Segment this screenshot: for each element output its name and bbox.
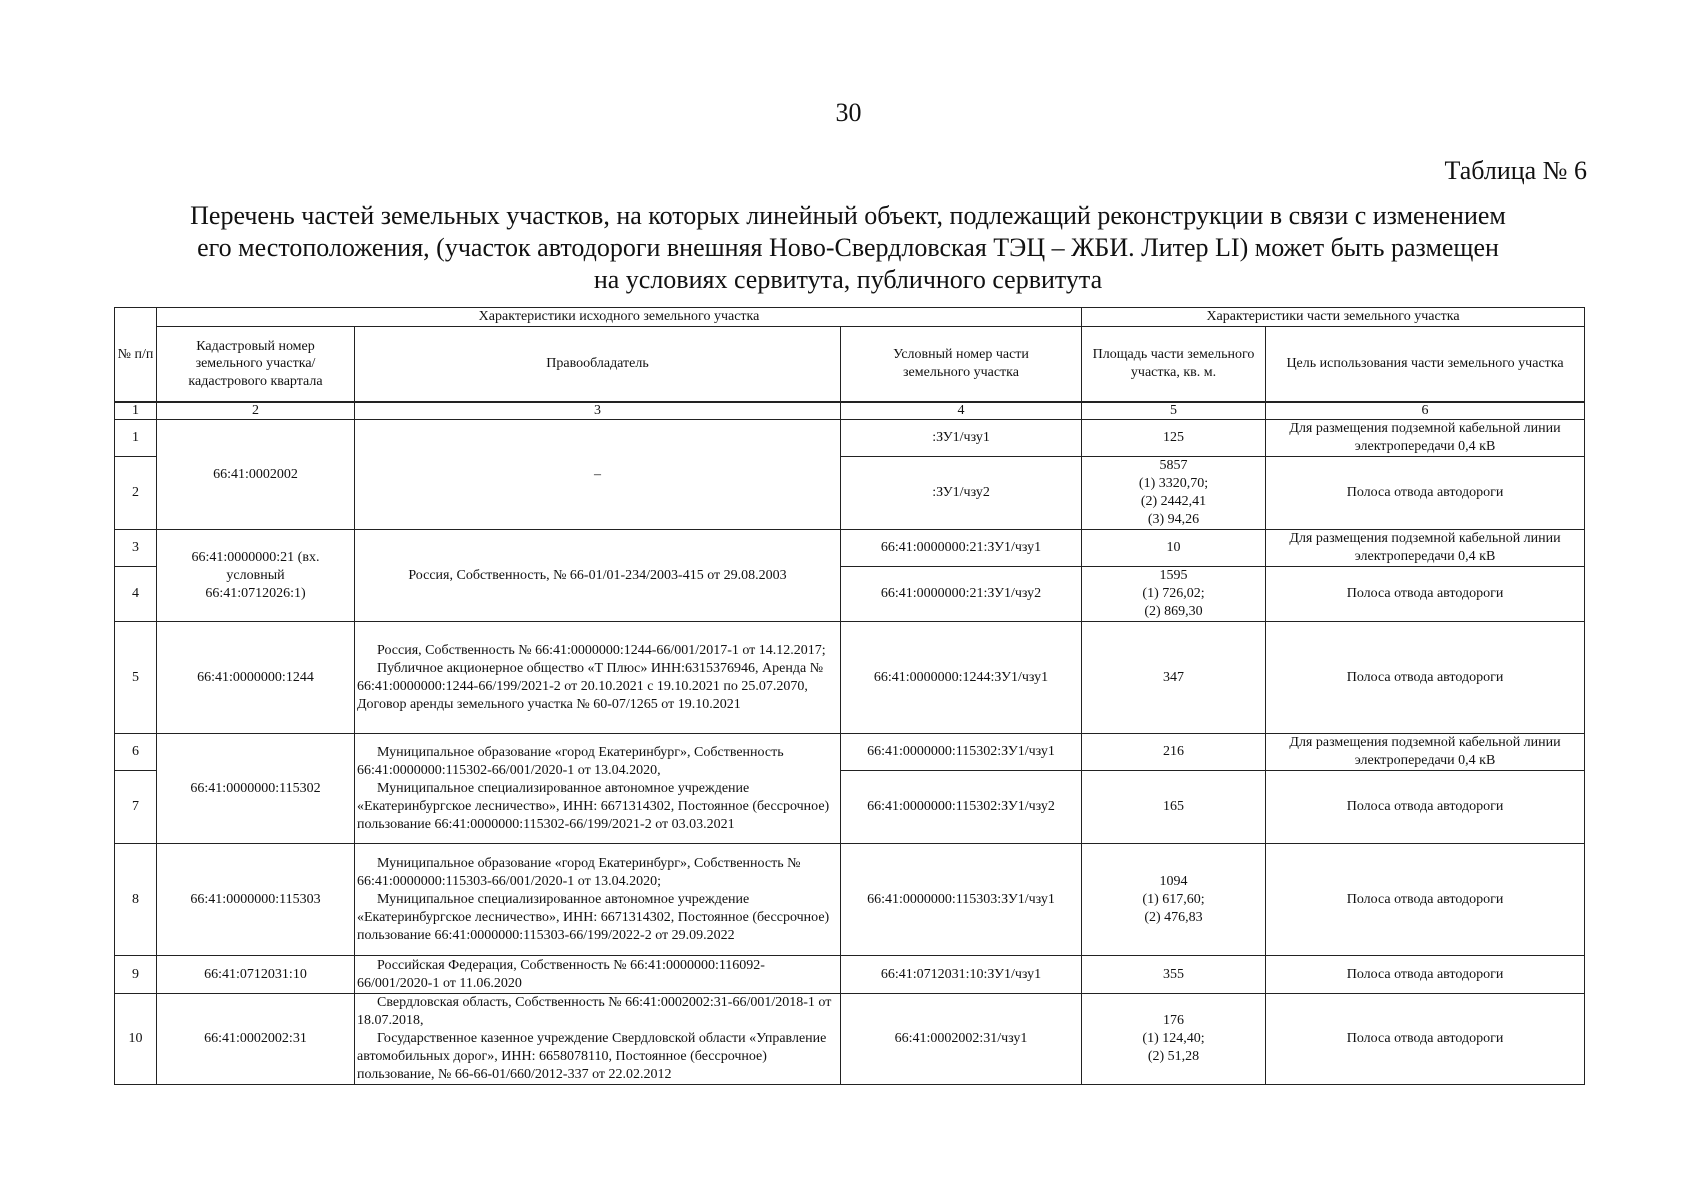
row-number: 4 <box>115 567 157 622</box>
area-line: (1) 3320,70; <box>1138 476 1209 491</box>
area-line: 1595 <box>1159 568 1188 583</box>
area-line: (2) 2442,41 <box>1140 494 1207 509</box>
table-row <box>115 530 1585 567</box>
part-number: 66:41:0000000:115303:ЗУ1/чзу1 <box>841 844 1082 956</box>
cadastral-number: 66:41:0002002 <box>157 420 355 530</box>
purpose: Полоса отвода автодороги <box>1266 994 1585 1085</box>
title-line: на условиях сервитута, публичного сервитута <box>593 265 1103 294</box>
table-row <box>115 734 1585 771</box>
part-number: 66:41:0712031:10:ЗУ1/чзу1 <box>841 956 1082 994</box>
table-row <box>115 994 1585 1085</box>
owner-paragraph: Муниципальное образование «город Екатеринбург», Собственность 66:41:0000000:115302-66/001/2020-1 от 13.04.2020, <box>357 744 784 778</box>
area-line: 1094 <box>1159 873 1188 889</box>
owner-paragraph: – <box>594 466 601 482</box>
area-line: (1) 124,40; <box>1142 1031 1205 1046</box>
area-line: 10 <box>1166 540 1181 555</box>
cadastral-number: 66:41:0000000:1244 <box>157 622 355 734</box>
header-owner: Правообладатель <box>355 326 841 402</box>
row-number: 10 <box>115 994 157 1085</box>
area-line: 347 <box>1163 669 1185 685</box>
purpose: Полоса отвода автодороги <box>1266 956 1585 994</box>
row-number: 6 <box>115 734 157 771</box>
column-number: 2 <box>157 402 355 420</box>
header-part-number: Условный номер части земельного участка <box>841 326 1082 402</box>
owner <box>355 420 841 530</box>
area-line: 176 <box>1163 1013 1185 1028</box>
owner-paragraph: Свердловская область, Собственность № 66:41:0002002:31-66/001/2018-1 от 18.07.2018, <box>357 995 832 1028</box>
column-number: 6 <box>1266 402 1585 420</box>
purpose: Полоса отвода автодороги <box>1266 844 1585 956</box>
column-number: 3 <box>355 402 841 420</box>
purpose: Полоса отвода автодороги <box>1266 771 1585 844</box>
row-number: 5 <box>115 622 157 734</box>
area-line: 5857 <box>1159 458 1188 473</box>
row-number: 3 <box>115 530 157 567</box>
owner <box>355 844 841 956</box>
area <box>1082 530 1266 567</box>
area <box>1082 457 1266 530</box>
owner-paragraph: Государственное казенное учреждение Свердловской области «Управление автомобильных дорог», ИНН: 6658078110, Постоянное (бессрочное) пользование, № 66-66-01/660/2012-337 от 22.02.2012 <box>357 1031 827 1082</box>
owner-paragraph: Россия, Собственность, № 66-01/01-234/2003-415 от 29.08.2003 <box>408 567 787 583</box>
column-number: 5 <box>1082 402 1266 420</box>
area <box>1082 844 1266 956</box>
part-number: 66:41:0000000:1244:ЗУ1/чзу1 <box>841 622 1082 734</box>
row-number: 9 <box>115 956 157 994</box>
purpose: Полоса отвода автодороги <box>1266 567 1585 622</box>
table-row <box>115 622 1585 734</box>
area-line: (2) 476,83 <box>1144 909 1203 925</box>
column-number-row <box>115 402 1585 420</box>
table-label: Таблица № 6 <box>1444 156 1587 185</box>
cadastral-number: 66:41:0000000:115303 <box>157 844 355 956</box>
owner <box>355 994 841 1085</box>
row-number: 8 <box>115 844 157 956</box>
part-number: 66:41:0002002:31/чзу1 <box>841 994 1082 1085</box>
owner-paragraph: Муниципальное образование «город Екатеринбург», Собственность № 66:41:0000000:115303-66/001/2020-1 от 13.04.2020; <box>357 855 801 889</box>
page-number: 30 <box>835 98 862 127</box>
header-purpose: Цель использования части земельного участка <box>1266 326 1585 402</box>
area <box>1082 420 1266 457</box>
column-number: 4 <box>841 402 1082 420</box>
area <box>1082 734 1266 771</box>
table-row <box>115 956 1585 994</box>
land-parts-table <box>114 307 1585 1085</box>
area-line: (2) 869,30 <box>1144 604 1203 619</box>
part-number: :ЗУ1/чзу1 <box>841 420 1082 457</box>
title-line: Перечень частей земельных участков, на которых линейный объект, подлежащий реконструкции в связи с изменением <box>190 201 1506 230</box>
area-line: 125 <box>1163 430 1185 445</box>
area <box>1082 567 1266 622</box>
area-line: (1) 617,60; <box>1142 891 1205 907</box>
part-number: 66:41:0000000:115302:ЗУ1/чзу1 <box>841 734 1082 771</box>
row-number: 2 <box>115 457 157 530</box>
cadastral-number: 66:41:0002002:31 <box>157 994 355 1085</box>
area <box>1082 622 1266 734</box>
table-row <box>115 844 1585 956</box>
purpose: Полоса отвода автодороги <box>1266 457 1585 530</box>
purpose: Полоса отвода автодороги <box>1266 622 1585 734</box>
table-body <box>115 402 1585 1085</box>
cadastral-number: 66:41:0000000:21 (вх. условный 66:41:0712026:1) <box>157 530 355 622</box>
area-line: 216 <box>1163 744 1185 759</box>
part-number: 66:41:0000000:21:ЗУ1/чзу2 <box>841 567 1082 622</box>
table-title <box>114 200 1582 296</box>
owner-paragraph: Российская Федерация, Собственность № 66:41:0000000:116092-66/001/2020-1 от 11.06.2020 <box>357 957 765 991</box>
owner <box>355 622 841 734</box>
row-number: 7 <box>115 771 157 844</box>
header-group-part: Характеристики части земельного участка <box>1082 308 1585 327</box>
purpose: Для размещения подземной кабельной линии электропередачи 0,4 кВ <box>1266 734 1585 771</box>
owner <box>355 530 841 622</box>
area-line: 165 <box>1163 799 1185 814</box>
area-line: 355 <box>1163 966 1185 982</box>
cadastral-number: 66:41:0712031:10 <box>157 956 355 994</box>
owner-paragraph: Россия, Собственность № 66:41:0000000:1244-66/001/2017-1 от 14.12.2017; <box>377 642 826 658</box>
column-number: 1 <box>115 402 157 420</box>
header-area: Площадь части земельного участка, кв. м. <box>1082 326 1266 402</box>
owner <box>355 734 841 844</box>
purpose: Для размещения подземной кабельной линии электропередачи 0,4 кВ <box>1266 530 1585 567</box>
owner <box>355 956 841 994</box>
header-num: № п/п <box>115 308 157 403</box>
area-line: (1) 726,02; <box>1142 586 1205 601</box>
area <box>1082 771 1266 844</box>
header-cadastral: Кадастровый номер земельного участка/кадастрового квартала <box>157 326 355 402</box>
owner-paragraph: Муниципальное специализированное автономное учреждение «Екатеринбургское лесничество», ИНН: 6671314302, Постоянное (бессрочное) пользование 66:41:0000000:115302-66/199/2021-2 от 03.03.2021 <box>357 780 830 832</box>
row-number: 1 <box>115 420 157 457</box>
cadastral-number: 66:41:0000000:115302 <box>157 734 355 844</box>
owner-paragraph: Публичное акционерное общество «Т Плюс» ИНН:6315376946, Аренда № 66:41:0000000:1244-66/199/2021-2 от 20.10.2021 с 19.10.2021 по 25.07.2070, Договор аренды земельного участка № 60-07/1265 от 19.10.2021 <box>357 660 824 712</box>
header-group-source: Характеристики исходного земельного участка <box>157 308 1082 327</box>
area-line: (2) 51,28 <box>1147 1049 1200 1064</box>
part-number: :ЗУ1/чзу2 <box>841 457 1082 530</box>
part-number: 66:41:0000000:115302:ЗУ1/чзу2 <box>841 771 1082 844</box>
area-line: (3) 94,26 <box>1147 512 1200 527</box>
table-row <box>115 420 1585 457</box>
part-number: 66:41:0000000:21:ЗУ1/чзу1 <box>841 530 1082 567</box>
area <box>1082 994 1266 1085</box>
owner-paragraph: Муниципальное специализированное автономное учреждение «Екатеринбургское лесничество», ИНН: 6671314302, Постоянное (бессрочное) пользование 66:41:0000000:115303-66/199/2022-2 от 29.09.2022 <box>357 891 830 943</box>
title-line: его местоположения, (участок автодороги внешняя Ново-Свердловская ТЭЦ – ЖБИ. Литер LI) может быть размещен <box>197 233 1499 262</box>
area <box>1082 956 1266 994</box>
purpose: Для размещения подземной кабельной линии электропередачи 0,4 кВ <box>1266 420 1585 457</box>
